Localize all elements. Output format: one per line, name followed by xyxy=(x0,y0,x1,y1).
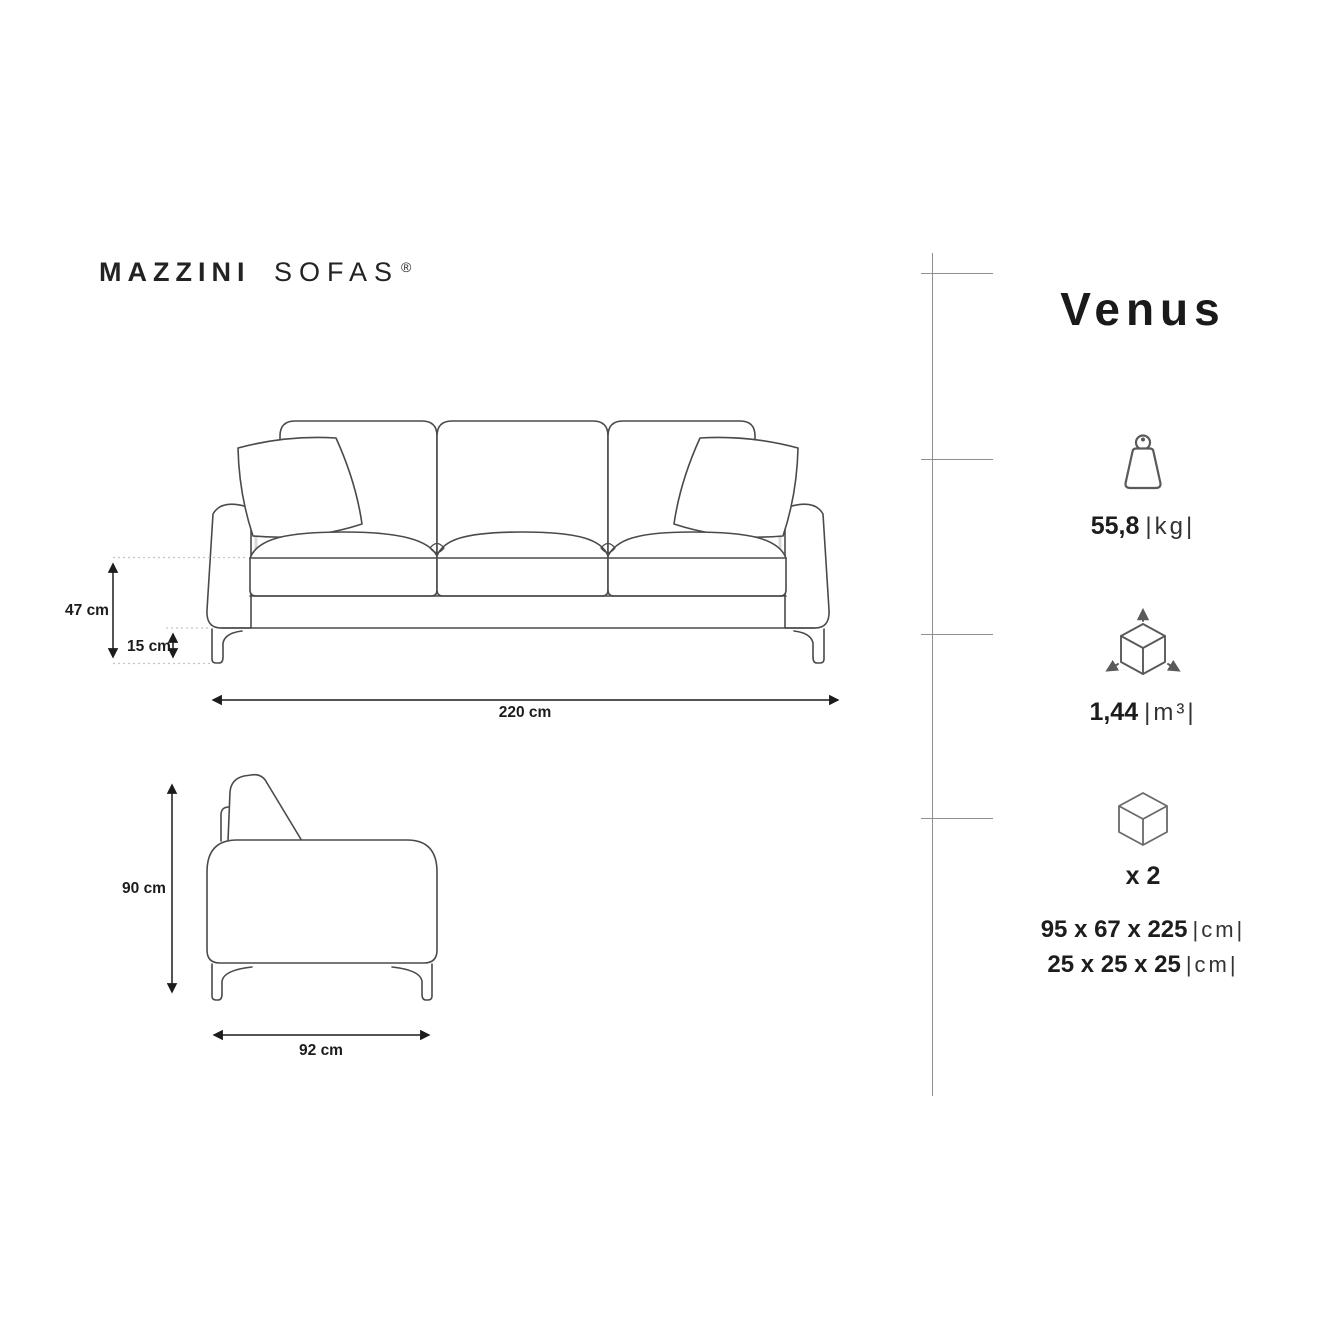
weight-value: 55,8 xyxy=(1090,512,1140,540)
package-dim-1-value: 95 x 67 x 225 xyxy=(1040,916,1188,943)
product-title: Venus xyxy=(1060,283,1226,335)
package-dim-2-unit: |cm| xyxy=(1185,952,1239,977)
package-dim-1-unit: |cm| xyxy=(1192,917,1246,942)
package-icon xyxy=(1114,788,1172,850)
seat-height-label: 47 cm xyxy=(65,602,109,619)
brand-logo xyxy=(99,258,411,286)
brand-name-secondary: SOFAS xyxy=(274,257,400,287)
spec-divider-line xyxy=(932,253,933,1096)
volume-icon xyxy=(1099,606,1187,694)
divider-tick xyxy=(921,459,993,460)
weight-text xyxy=(986,512,1300,541)
registered-mark-icon: ® xyxy=(401,259,412,275)
side-depth-label: 92 cm xyxy=(299,1042,343,1059)
sofa-front-view-diagram xyxy=(60,400,860,720)
volume-spec xyxy=(986,606,1300,699)
sofa-front-drawing xyxy=(207,421,829,663)
divider-tick xyxy=(921,818,993,819)
divider-tick xyxy=(921,634,993,635)
sofa-side-drawing xyxy=(207,775,437,1000)
package-dimension-1 xyxy=(986,916,1300,944)
weight-icon xyxy=(1120,433,1166,491)
volume-text xyxy=(986,698,1300,727)
weight-unit: |kg| xyxy=(1145,513,1196,540)
volume-unit: |m³| xyxy=(1144,699,1197,726)
spec-panel xyxy=(986,0,1300,1320)
divider-tick xyxy=(921,273,993,274)
package-count: x 2 xyxy=(1125,862,1161,890)
side-height-label: 90 cm xyxy=(122,880,166,897)
leg-height-label: 15 cm xyxy=(127,638,171,655)
weight-spec xyxy=(986,433,1300,496)
volume-value: 1,44 xyxy=(1089,698,1139,726)
package-dimension-2 xyxy=(986,951,1300,979)
package-dim-2-value: 25 x 25 x 25 xyxy=(1047,951,1181,978)
sofa-side-view-diagram xyxy=(100,745,500,1075)
package-spec xyxy=(986,788,1300,855)
width-label: 220 cm xyxy=(498,704,552,720)
brand-name-primary: MAZZINI xyxy=(99,257,251,287)
